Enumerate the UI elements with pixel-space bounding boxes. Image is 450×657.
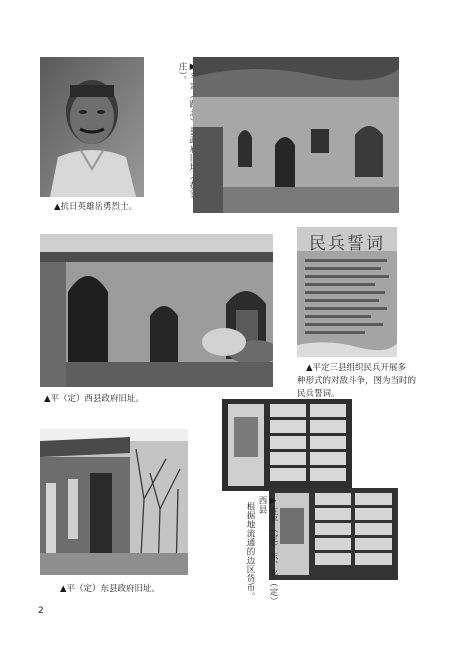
east-office-photo [40, 429, 188, 575]
portrait-caption: ▲抗日英雄岳勇烈士。 [54, 202, 138, 212]
militia-note-line3: 民兵誓词。 [297, 389, 340, 399]
currency-notes-lower-photo [269, 488, 398, 580]
militia-poster-title: 民兵誓词 [309, 234, 385, 254]
currency-vertical-caption-line2: 根据地流通的边区货币。 [245, 502, 255, 601]
militia-note-line1: ▲平定三县组织民兵开展多 [306, 363, 407, 373]
page-number: 2 [38, 606, 44, 616]
east-office-caption: ▲平（定）东县政府旧址。 [60, 584, 161, 594]
currency-notes-upper-photo [222, 399, 352, 491]
currency-vertical-caption-line1: ▶在平（定）东、平（定）西县 [257, 496, 278, 606]
west-office-caption: ▲平（定）西县政府旧址。 [44, 394, 145, 404]
militia-note-line2: 种形式的对敌斗争，图为当时的 [297, 376, 417, 386]
old-office-vertical-caption: 庄）。 [177, 62, 187, 85]
old-office-photo [193, 57, 399, 213]
west-office-photo [40, 234, 273, 387]
militia-oath-poster [297, 227, 397, 357]
portrait-photo [40, 57, 144, 197]
